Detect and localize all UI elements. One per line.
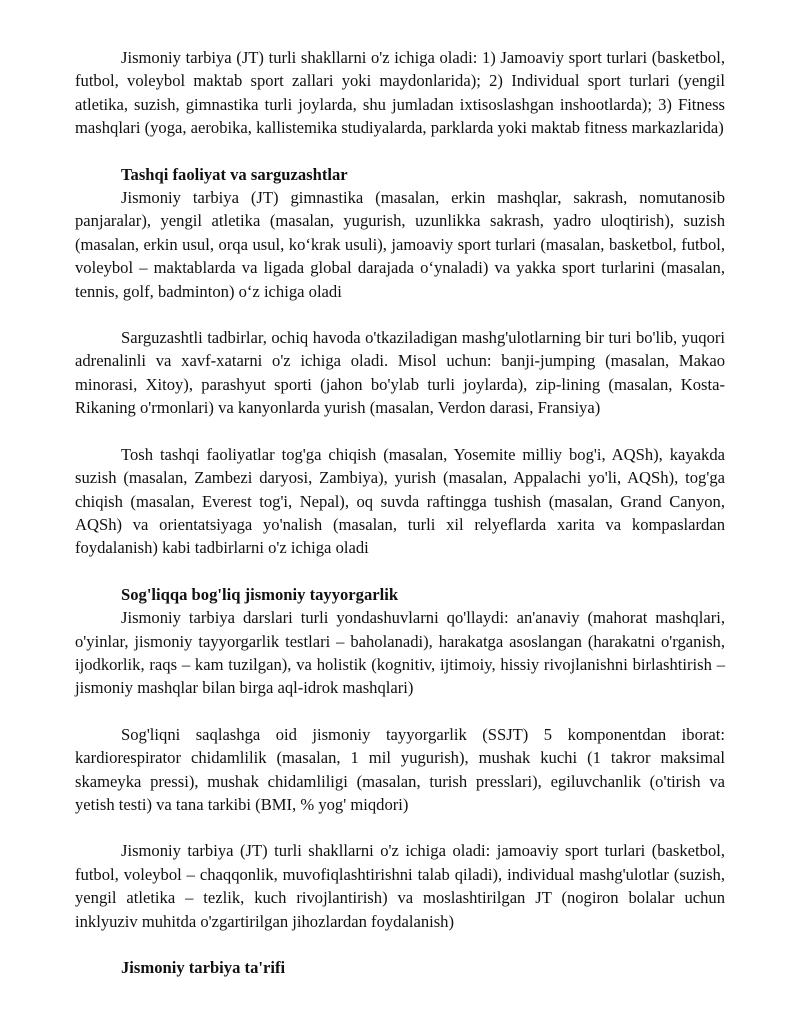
paragraph-sport-forms: Jismoniy tarbiya (JT) turli shakllarni o'z ichiga oladi: 1) Jamoaviy sport turlari (basketbol, futbol, voleybol maktab sport zallari yoki maydonlarida); 2) Individual sport turlari (yengil atletika, suzish, gimnastika turli joylarda, shu jumladan ixtisoslashgan inshootlarda); 3) Fitness mashqlari (yoga, aerobika, kallistemika studiyalarda, parklarda yoki maktab fitness markazlarida) bbox=[75, 48, 725, 138]
paragraph-pe-disciplines: Jismoniy tarbiya (JT) gimnastika (masalan, erkin mashqlar, sakrash, nomutanosib panjaralar), yengil atletika (masalan, yugurish, uzunlikka sakrash, yadro uloqtirish), suzish (masalan, erkin usul, orqa usul, ko‘krak usuli), jamoaviy sport turlari (masalan, basketbol, futbol, voleybol – maktablarda va ligada global darajada o‘ynaladi) va yakka sport turlarini (masalan, tennis, golf, badminton) o‘z ichiga oladi bbox=[75, 188, 725, 301]
paragraph-pe-forms-adapted: Jismoniy tarbiya (JT) turli shakllarni o'z ichiga oladi: jamoaviy sport turlari (basketbol, futbol, voleybol – chaqqonlik, muvofiqlashtirishni talab qiladi), individual mashg'ulotlar (suzish, yengil atletika – tezlik, kuch rivojlantirish) va moslashtirilgan JT (nogiron bolalar uchun inklyuziv muhitda o'zgartirilgan jihozlardan foydalanish) bbox=[75, 841, 725, 931]
heading-health-fitness: Sog'liqqa bog'liq jismoniy tayyorgarlik bbox=[121, 584, 399, 604]
document-page bbox=[75, 46, 725, 979]
paragraph-fitness-components: Sog'liqni saqlashga oid jismoniy tayyorgarlik (SSJT) 5 komponentdan iborat: kardiorespirator chidamlilik (masalan, 1 mil yugurish), mushak kuchi (1 takror maksimal skameyka pressi), mushak chidamliligi (masalan, turish presslari), egiluvchanlik (o'tirish va yetish testi) va tana tarkibi (BMI, % yog' miqdori) bbox=[75, 724, 725, 814]
paragraph-adventure-activities: Sarguzashtli tadbirlar, ochiq havoda o'tkaziladigan mashg'ulotlarning bir turi bo'lib, yuqori adrenalinli va xavf-xatarni o'z ichiga oladi. Misol uchun: banji-jumping (masalan, Makao minorasi, Xitoy), parashyut sporti (jahon bo'ylab turli joylarda), zip-lining (masalan, Kosta-Rikaning o'rmonlari) va kanyonlarda yurish (masalan, Verdon darasi, Fransiya) bbox=[75, 328, 725, 418]
heading-pe-definition: Jismoniy tarbiya ta'rifi bbox=[121, 958, 286, 977]
heading-outdoor-activities: Tashqi faoliyat va sarguzashtlar bbox=[121, 164, 348, 184]
paragraph-pe-approaches: Jismoniy tarbiya darslari turli yondashuvlarni qo'llaydi: an'anaviy (mahorat mashqlari, o'yinlar, jismoniy tayyorgarlik testlari – baholanadi), harakatga asoslangan (harakatni o'rganish, ijodkorlik, raqs – kam tuzilgan), va holistik (kognitiv, ijtimoiy, hissiy rivojlanishni birlashtirish – jismoniy mashqlar bilan birga aql-idrok mashqlari) bbox=[75, 608, 725, 698]
paragraph-outdoor-pursuits: Tosh tashqi faoliyatlar tog'ga chiqish (masalan, Yosemite milliy bog'i, AQSh), kayakda suzish (masalan, Zambezi daryosi, Zambiya), yurish (masalan, Appalachi yo'li, AQSh), tog'ga chiqish (masalan, Everest tog'i, Nepal), oq suvda raftingga tushish (masalan, Grand Canyon, AQSh) va orientatsiyaga yo'nalish (masalan, turli xil relyeflarda xarita va kompaslardan foydalanish) kabi tadbirlarni o'z ichiga oladi bbox=[75, 444, 725, 558]
